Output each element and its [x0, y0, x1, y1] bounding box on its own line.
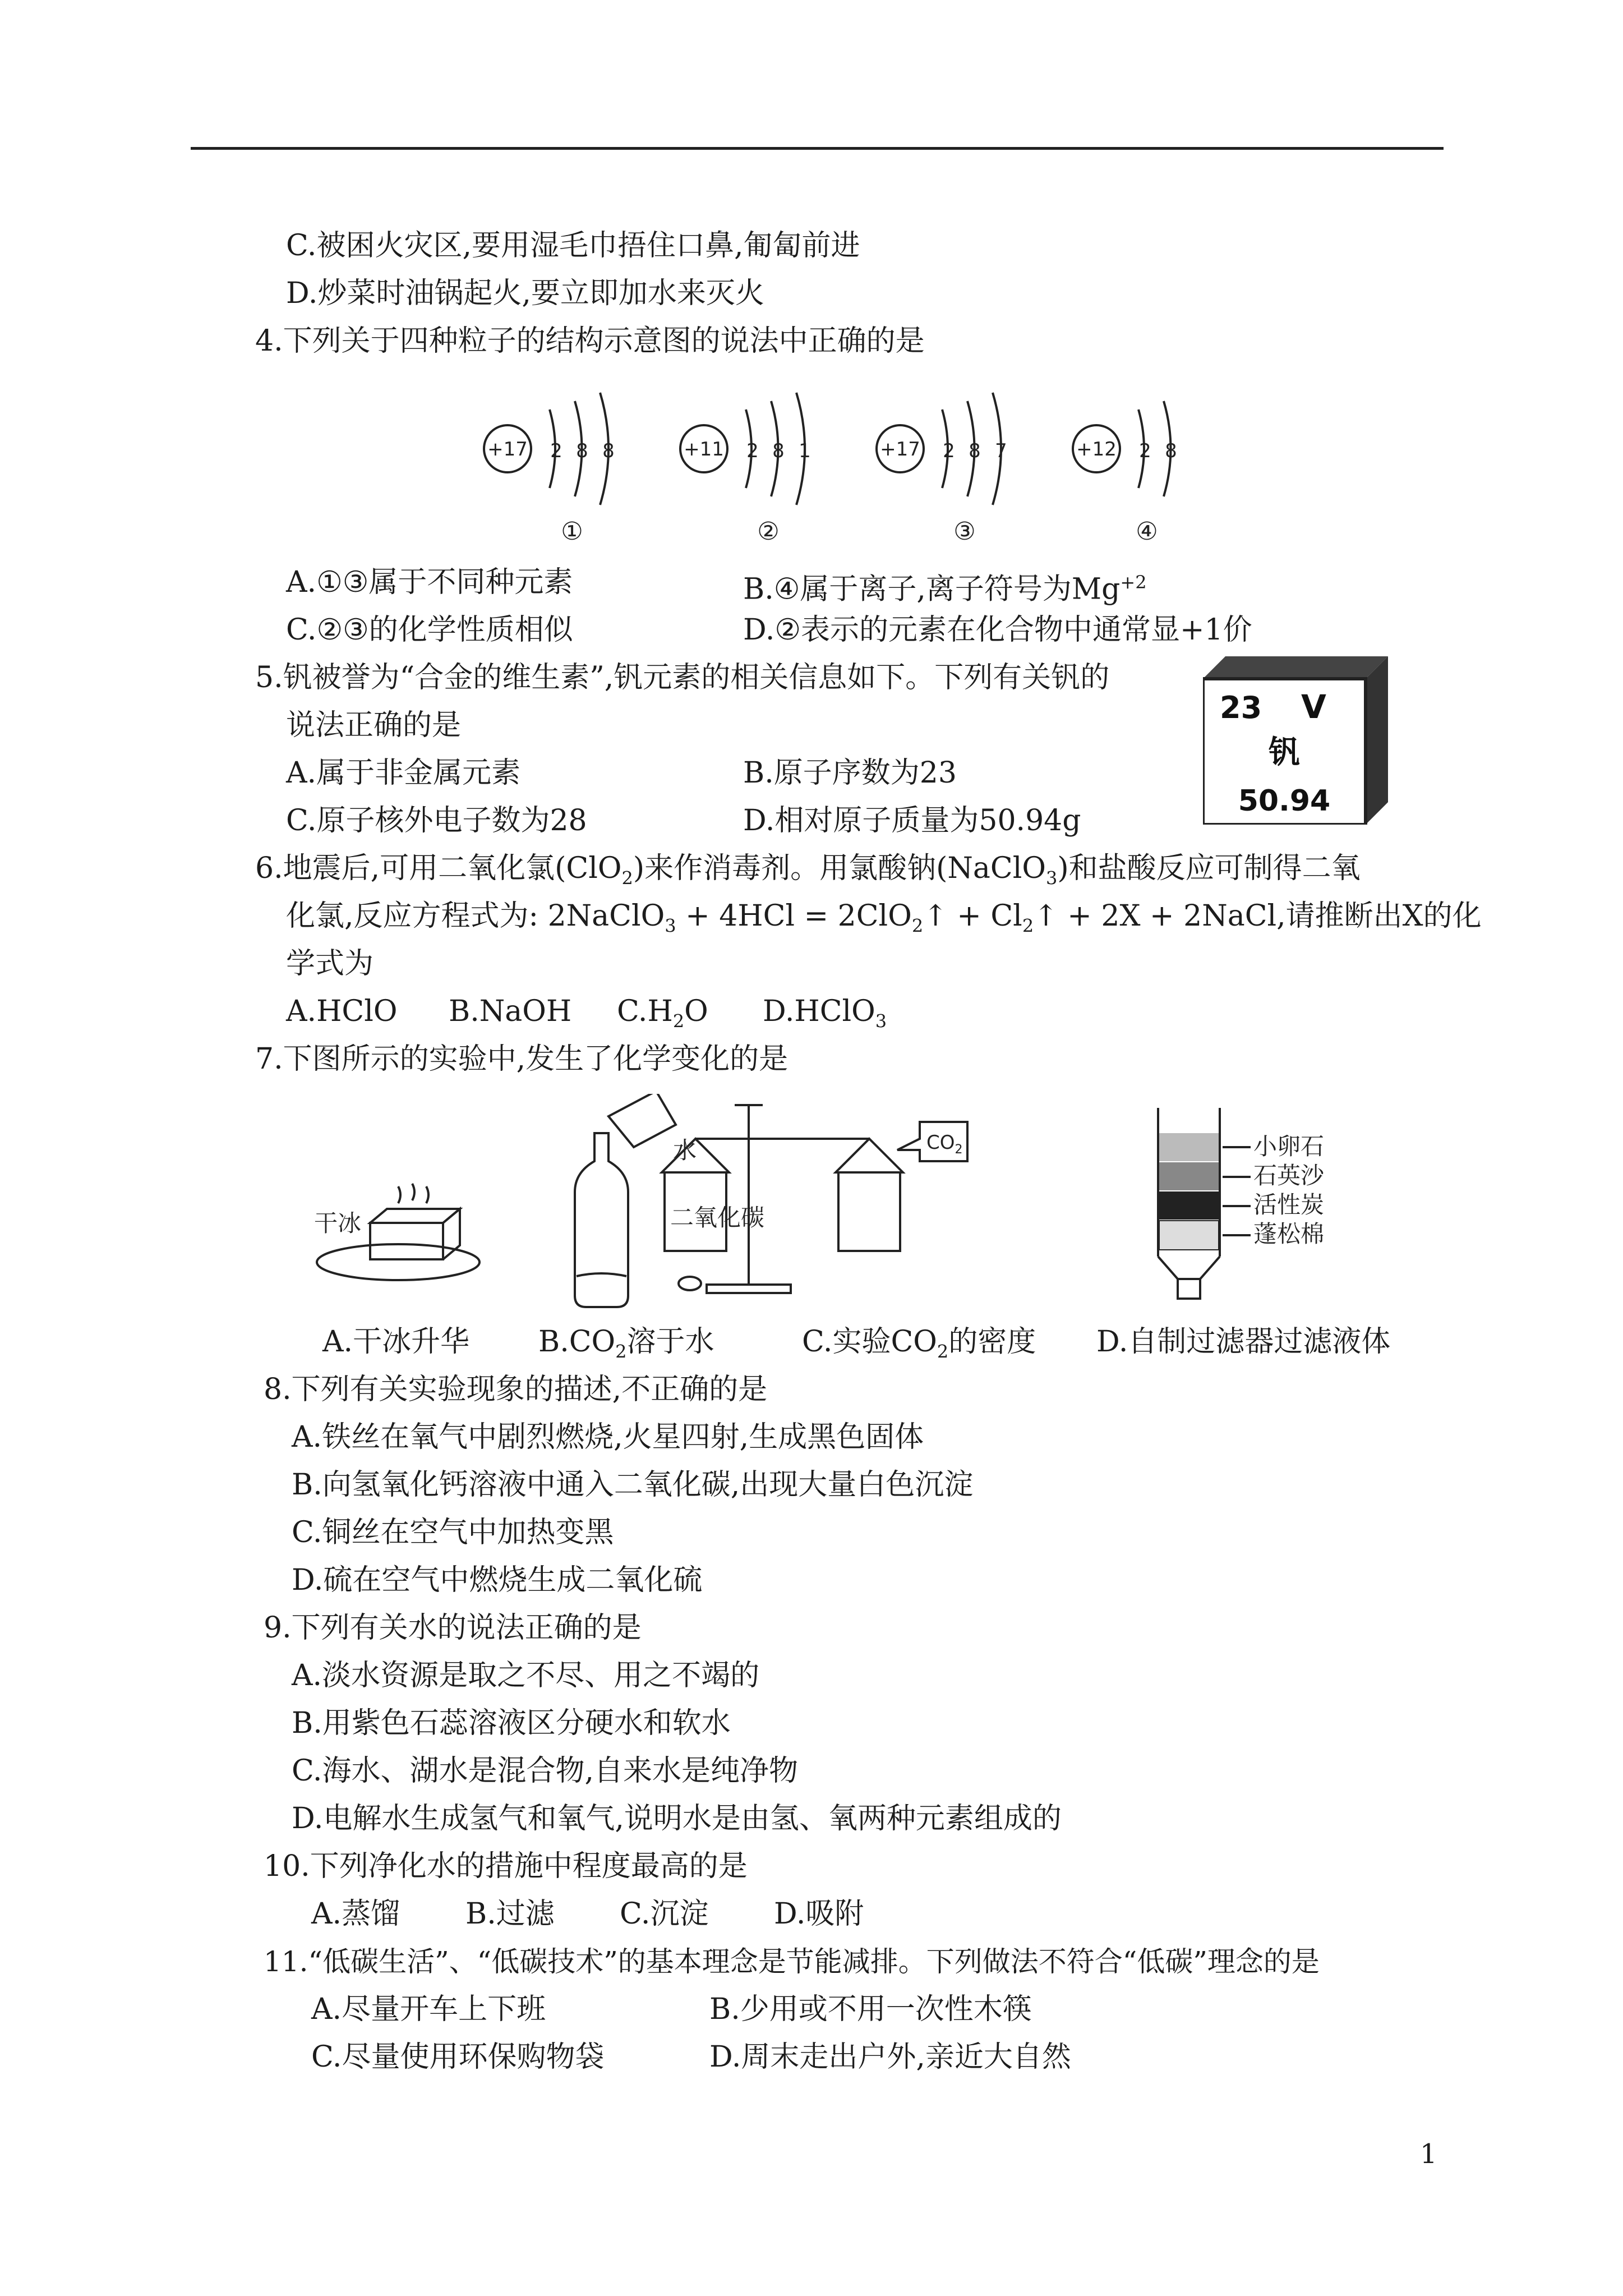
q9-stem: 9.下列有关水的说法正确的是 — [264, 1611, 642, 1645]
particle-3-label: ③ — [953, 517, 976, 546]
q9-option-b: B.用紫色石蕊溶液区分硬水和软水 — [292, 1706, 731, 1740]
particle-4-nucleus: +12 — [1076, 438, 1117, 461]
particle-3-shell-3: 7 — [995, 440, 1007, 462]
q8-option-c: C.铜丝在空气中加热变黑 — [292, 1516, 614, 1549]
particle-1-shell-2: 8 — [576, 440, 588, 462]
q7-option-c: C.实验$CO_2$的密度 — [802, 1325, 1036, 1363]
particle-2-shell-3: 1 — [799, 440, 811, 462]
q4-option-a: A.①③属于不同种元素 — [286, 565, 573, 599]
q11-option-b: B.少用或不用一次性木筷 — [709, 1993, 1032, 2026]
particle-2-shell-2: 8 — [772, 440, 785, 462]
q9-option-d: D.电解水生成氢气和氧气,说明水是由氢、氧两种元素组成的 — [292, 1802, 1062, 1835]
q6-stem-line-1: 6.地震后,可用二氧化氯(ClO$_2$)来作消毒剂。用氯酸钠(NaClO$_3$)和盐酸反应可制得二氧 — [255, 852, 1361, 889]
q7-option-d: D.自制过滤器过滤液体 — [1096, 1325, 1391, 1359]
q6-option-b: B.NaOH — [449, 995, 572, 1028]
q11-stem: 11.“低碳生活”、“低碳技术”的基本理念是节能减排。下列做法不符合“低碳”理念的是 — [264, 1945, 1320, 1978]
q4-option-b: B.④属于离子,离子符号为$Mg^{+2}$ — [743, 572, 1147, 606]
particle-2-shell-1: 2 — [746, 440, 759, 462]
q8-stem: 8.下列有关实验现象的描述,不正确的是 — [264, 1373, 768, 1406]
experiments-diagram — [303, 1094, 1436, 1318]
q3-option-d: D.炒菜时油锅起火,要立即加水来灭火 — [286, 277, 764, 310]
q10-option-c: C.沉淀 — [620, 1897, 709, 1931]
q3-option-c: C.被困火灾区,要用湿毛巾捂住口鼻,匍匐前进 — [286, 229, 860, 263]
q10-option-b: B.过滤 — [465, 1897, 555, 1931]
q7-option-b: $B.CO_2$溶于水 — [538, 1325, 714, 1363]
label-dry-ice: 干冰 — [314, 1209, 362, 1237]
particle-4-shell-2: 8 — [1165, 440, 1177, 462]
label-sand: 石英沙 — [1253, 1162, 1325, 1189]
q9-option-c: C.海水、湖水是混合物,自来水是纯净物 — [292, 1754, 798, 1788]
element-name: 钒 — [1269, 734, 1300, 771]
particle-3-shell-2: 8 — [969, 440, 981, 462]
q7-option-a: A.干冰升华 — [322, 1325, 470, 1359]
q5-option-d: D.相对原子质量为50.94g — [743, 804, 1081, 838]
particle-3-shell-1: 2 — [943, 440, 955, 462]
q10-option-a: A.蒸馏 — [311, 1897, 400, 1931]
q10-stem: 10.下列净化水的措施中程度最高的是 — [264, 1849, 748, 1883]
q9-option-a: A.淡水资源是取之不尽、用之不竭的 — [292, 1659, 760, 1692]
q11-option-d: D.周末走出户外,亲近大自然 — [709, 2040, 1071, 2074]
q7-stem: 7.下图所示的实验中,发生了化学变化的是 — [255, 1042, 789, 1076]
particle-4-shell-1: 2 — [1139, 440, 1151, 462]
label-cotton: 蓬松棉 — [1253, 1220, 1325, 1248]
q8-option-d: D.硫在空气中燃烧生成二氧化硫 — [292, 1563, 703, 1597]
q11-option-a: A.尽量开车上下班 — [311, 1993, 546, 2026]
svg-text:CO2 — [926, 1131, 963, 1157]
atomic-structure-diagram — [477, 376, 1206, 555]
label-co2-sub: 2 — [955, 1143, 963, 1157]
element-number: 23 — [1220, 690, 1262, 725]
label-co2-formula: CO — [926, 1131, 955, 1154]
q4-option-d: D.②表示的元素在化合物中通常显+1价 — [743, 613, 1252, 647]
q5-option-b: B.原子序数为23 — [743, 756, 957, 790]
label-co2: 二氧化碳 — [670, 1204, 765, 1231]
label-water: 水 — [673, 1137, 697, 1164]
q8-option-b: B.向氢氧化钙溶液中通入二氧化碳,出现大量白色沉淀 — [292, 1468, 974, 1502]
particle-1-label: ① — [561, 517, 583, 546]
q5-option-a: A.属于非金属元素 — [286, 756, 521, 790]
element-symbol: V — [1301, 688, 1326, 726]
particle-1-shell-1: 2 — [550, 440, 562, 462]
particle-4-label: ④ — [1136, 517, 1158, 546]
particle-2-nucleus: +11 — [684, 438, 724, 461]
particle-3-nucleus: +17 — [880, 438, 920, 461]
q6-stem-line-3: 学式为 — [286, 947, 374, 981]
particle-2-label: ② — [757, 517, 780, 546]
q6-equation-line: 化氯,反应方程式为: 2NaClO$_3$ + 4HCl = 2ClO$_2$↑ + $Cl_2↑ + 2X$ + 2NaCl,请推断出X的化 — [286, 899, 1482, 937]
q8-option-a: A.铁丝在氧气中剧烈燃烧,火星四射,生成黑色固体 — [292, 1420, 924, 1454]
particle-1-shell-3: 8 — [602, 440, 615, 462]
q4-stem: 4.下列关于四种粒子的结构示意图的说法中正确的是 — [255, 324, 925, 358]
vanadium-element-card — [1203, 656, 1388, 825]
header-rule — [191, 147, 1444, 150]
q6-option-c: $C.H_2O$ — [617, 995, 708, 1032]
q5-option-c: C.原子核外电子数为28 — [286, 804, 587, 838]
q6-option-a: A.HClO — [286, 995, 398, 1028]
q5-stem-line-2: 说法正确的是 — [286, 708, 462, 742]
q10-option-d: D.吸附 — [774, 1897, 864, 1931]
page-number: 1 — [1420, 2138, 1437, 2170]
label-pebble: 小卵石 — [1253, 1133, 1325, 1160]
q5-stem-line-1: 5.钒被誉为“合金的维生素”,钒元素的相关信息如下。下列有关钒的 — [255, 661, 1110, 694]
q6-option-d: D.HClO$_3$ — [763, 995, 887, 1032]
element-mass: 50.94 — [1238, 784, 1331, 818]
particle-1-nucleus: +17 — [487, 438, 528, 461]
q11-option-c: C.尽量使用环保购物袋 — [311, 2040, 605, 2074]
q4-option-c: C.②③的化学性质相似 — [286, 613, 573, 647]
label-carbon: 活性炭 — [1253, 1191, 1325, 1218]
